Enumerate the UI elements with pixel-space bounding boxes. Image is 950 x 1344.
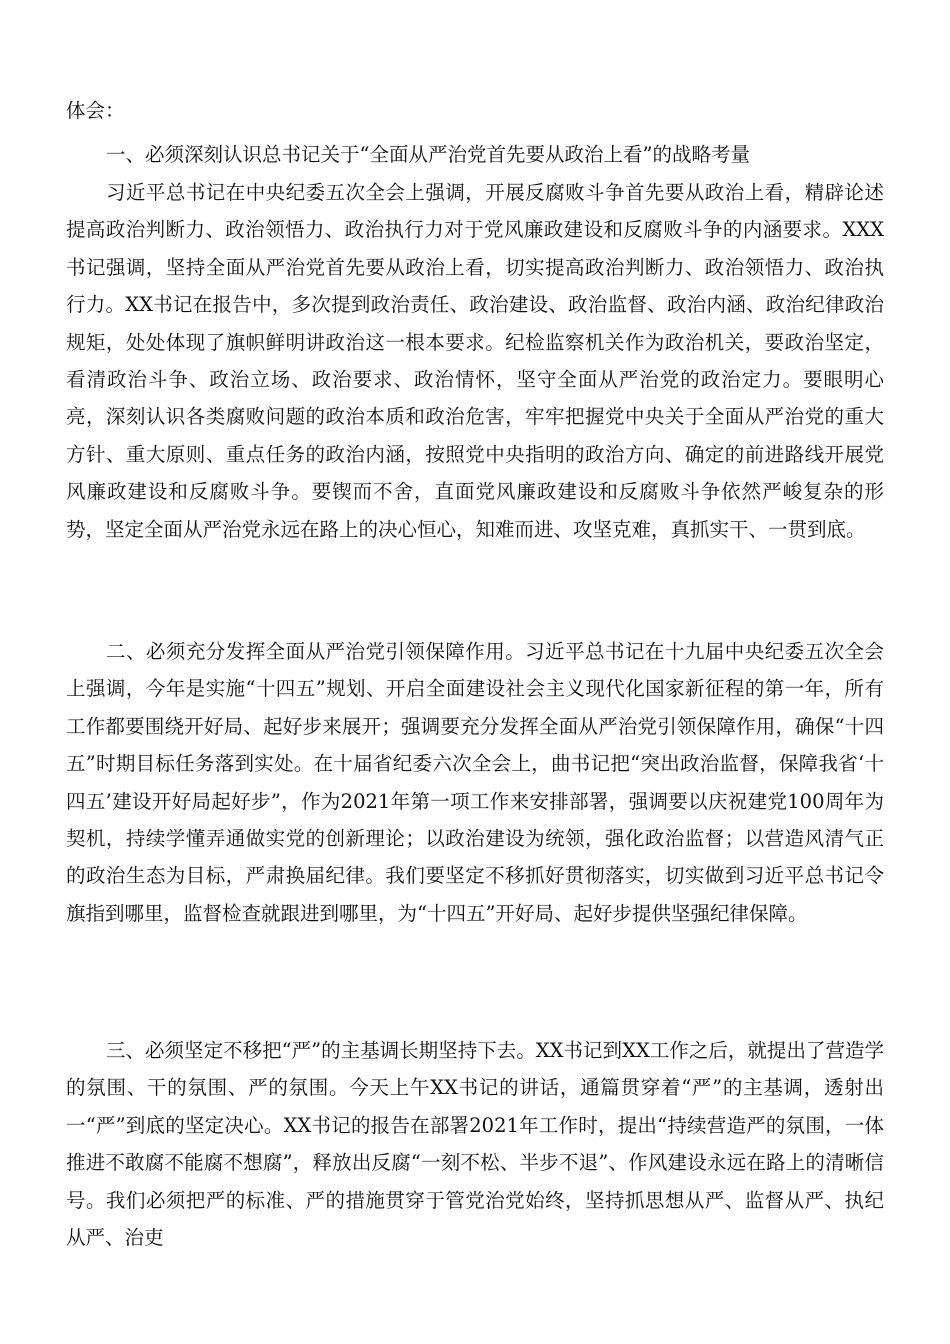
- body-paragraph-2: 二、必须充分发挥全面从严治党引领保障作用。习近平总书记在十九届中央纪委五次全会上强调，今年是实施“十四五”规划、开启全面建设社会主义现代化国家新征程的第一年，所有工作都要围绕开好局、起好步来展开；强调要充分发挥全面从严治党引领保障作用，确保“十四五”时期目标任务落到实处。在十届省纪委六次全会上，曲书记把“突出政治监督，保障我省‘十四五’建设开好局起好步”，作为2021年第一项工作来安排部署，强调要以庆祝建党100周年为契机，持续学懂弄通做实党的创新理论；以政治建设为统领，强化政治监督；以营造风清气正的政治生态为目标，严肃换届纪律。我们要坚定不移抓好贯彻落实，切实做到习近平总书记令旗指到哪里，监督检查就跟进到哪里，为“十四五”开好局、起好步提供坚强纪律保障。: [66, 640, 884, 925]
- opening-label: 体会：: [66, 99, 125, 122]
- body-paragraph-3: 三、必须坚定不移把“严”的主基调长期坚持下去。XX书记到XX工作之后，就提出了营造学的氛围、干的氛围、严的氛围。今天上午XX书记的讲话，通篇贯穿着“严”的主基调，透射出一“严”到底的坚定决心。XX书记的报告在部署2021年工作时，提出“持续营造严的氛围，一体推进不敢腐不能腐不想腐”，释放出反腐“一刻不松、半步不退”、作风建设永远在路上的清晰信号。我们必须把严的标准、严的措施贯穿于管党治党始终，坚持抓思想从严、监督从严、执纪从严、治吏: [66, 1039, 884, 1250]
- body-paragraph-1: 习近平总书记在中央纪委五次全会上强调，开展反腐败斗争首先要从政治上看，精辟论述提高政治判断力、政治领悟力、政治执行力对于党风廉政建设和反腐败斗争的内涵要求。XXX书记强调，坚持全面从严治党首先要从政治上看，切实提高政治判断力、政治领悟力、政治执行力。XX书记在报告中，多次提到政治责任、政治建设、政治监督、政治内涵、政治纪律政治规矩，处处体现了旗帜鲜明讲政治这一根本要求。纪检监察机关作为政治机关，要政治坚定，看清政治斗争、政治立场、政治要求、政治情怀，坚守全面从严治党的政治定力。要眼明心亮，深刻认识各类腐败问题的政治本质和政治危害，牢牢把握党中央关于全面从严治党的重大方针、重大原则、重点任务的政治内涵，按照党中央指明的政治方向、确定的前进路线开展党风廉政建设和反腐败斗争。要锲而不舍，直面党风廉政建设和反腐败斗争依然严峻复杂的形势，坚定全面从严治党永远在路上的决心恒心，知难而进、攻坚克难，真抓实干、一贯到底。: [66, 181, 884, 541]
- section-heading-1: 一、必须深刻认识总书记关于“全面从严治党首先要从政治上看”的战略考量: [106, 143, 750, 166]
